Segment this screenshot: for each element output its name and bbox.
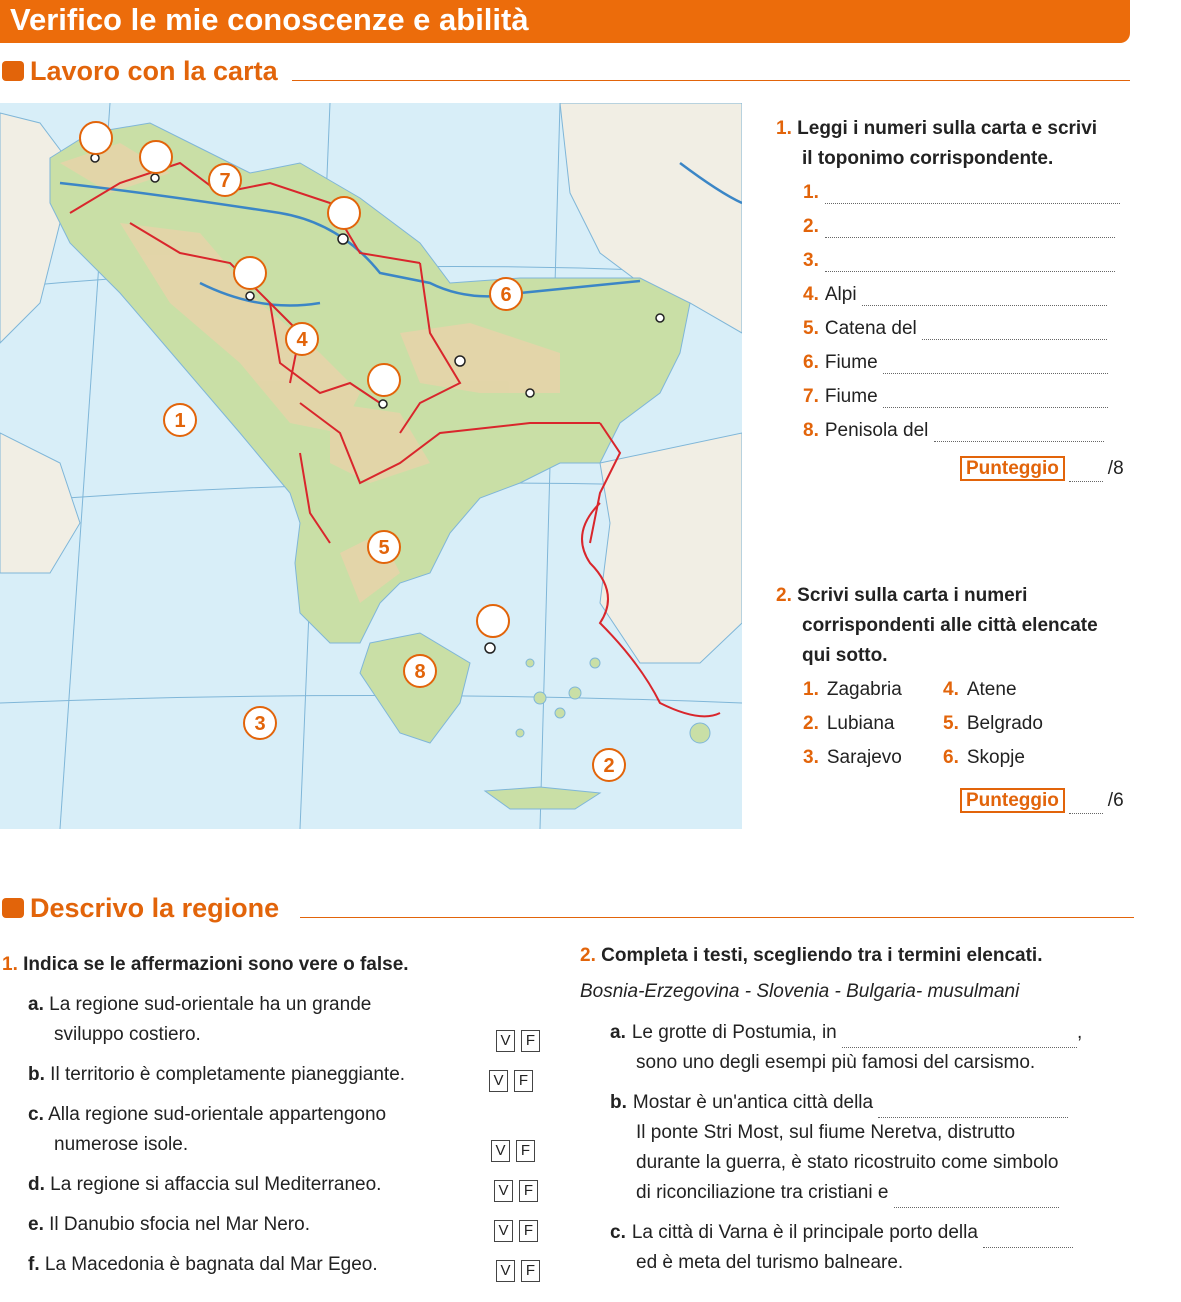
tf-statements	[28, 990, 558, 1290]
fill-b-line3: durante la guerra, è stato ricostruito come simbolo	[636, 1152, 1059, 1173]
map-label-2: 2	[603, 755, 615, 777]
ex1-answer-list	[803, 182, 1128, 454]
true-checkbox[interactable]: V	[491, 1140, 510, 1162]
answer-blank-6[interactable]	[883, 357, 1108, 374]
fill-a-line2: sono uno degli esempi più famosi del carsismo.	[636, 1052, 1036, 1073]
list-item: 8. Penisola del	[803, 420, 1128, 454]
map-label-8: 8	[414, 661, 426, 683]
ex2-prompt-line3: qui sotto.	[802, 645, 888, 666]
section-title-descrivo	[2, 893, 279, 924]
bullet-square-icon	[2, 61, 24, 81]
fill-a-line1: a. Le grotte di Postumia, in ,	[610, 1018, 1130, 1048]
city-name: Belgrado	[966, 713, 1043, 734]
city-row: 1. Zagabria 4. Atene	[803, 679, 1017, 700]
statement-d: d. La regione si affaccia sul Mediterraneo. V F	[28, 1170, 558, 1210]
list-item: 6. Fiume	[803, 352, 1128, 386]
map-label-3: 3	[254, 713, 266, 735]
statement-c-cont: numerose isole. V F	[28, 1130, 558, 1170]
fill-blank-b1[interactable]	[878, 1101, 1068, 1118]
fill-c-line1: c. La città di Varna è il principale porto della	[610, 1218, 1130, 1248]
answer-blank-7[interactable]	[883, 391, 1108, 408]
true-checkbox[interactable]: V	[494, 1220, 513, 1242]
list-item: 1.	[803, 182, 1128, 216]
fill-texts	[610, 1018, 1130, 1278]
answer-blank-5[interactable]	[922, 323, 1107, 340]
page-header: Verifico le mie conoscenze e abilità	[0, 0, 1130, 43]
statement-f: f. La Macedonia è bagnata dal Mar Egeo. V F	[28, 1250, 558, 1290]
score-label: Punteggio	[960, 456, 1065, 481]
ex1-score	[960, 456, 1124, 482]
bullet-square-icon	[2, 898, 24, 918]
score-total: /6	[1107, 790, 1124, 811]
balkan-map	[0, 103, 742, 829]
map-label-6: 6	[500, 284, 512, 306]
fill-c-line2: ed è meta del turismo balneare.	[636, 1252, 904, 1273]
ex2-score	[960, 788, 1124, 814]
true-checkbox[interactable]: V	[496, 1030, 515, 1052]
statement-e: e. Il Danubio sfocia nel Mar Nero. V F	[28, 1210, 558, 1250]
list-item: 2.	[803, 216, 1128, 250]
tf-prompt: 1. Indica se le affermazioni sono vere o false.	[2, 954, 409, 975]
fill-b-line1: b. Mostar è un'antica città della	[610, 1088, 1130, 1118]
score-label: Punteggio	[960, 788, 1065, 813]
city-name: Lubiana	[826, 713, 895, 734]
score-total: /8	[1107, 458, 1124, 479]
ex2-number: 2.	[776, 585, 792, 606]
ex2-prompt-line2: corrispondenti alle città elencate	[802, 615, 1098, 636]
false-checkbox[interactable]: F	[521, 1260, 540, 1282]
fill-blank-b2[interactable]	[894, 1191, 1059, 1208]
statement-a-cont: sviluppo costiero. V F	[28, 1020, 558, 1060]
false-checkbox[interactable]: F	[514, 1070, 533, 1092]
answer-blank-3[interactable]	[825, 255, 1115, 272]
city-row: 2. Lubiana 5. Belgrado	[803, 713, 1043, 734]
fill-prompt: 2. Completa i testi, scegliendo tra i termini elencati.	[580, 945, 1043, 966]
map-label-1: 1	[174, 410, 186, 432]
fill-b-line4: di riconciliazione tra cristiani e	[610, 1178, 1130, 1218]
city-row: 3. Sarajevo 6. Skopje	[803, 747, 1025, 768]
list-item: 4. Alpi	[803, 284, 1128, 318]
city-list	[803, 673, 1133, 775]
fill-b-line2: Il ponte Stri Most, sul fiume Neretva, distrutto	[636, 1122, 1016, 1143]
section-title-lavoro	[2, 56, 278, 87]
city-name: Sarajevo	[826, 747, 902, 768]
ex1-prompt-line1: Leggi i numeri sulla carta e scrivi	[797, 118, 1098, 139]
section-title-text: Descrivo la regione	[30, 893, 280, 923]
ex2-prompt	[776, 581, 1176, 671]
section-rule	[300, 917, 1134, 918]
map-label-7: 7	[219, 170, 231, 192]
section-rule	[292, 80, 1130, 81]
true-checkbox[interactable]: V	[494, 1180, 513, 1202]
city-name: Zagabria	[826, 679, 902, 700]
ex1-number: 1.	[776, 118, 792, 139]
answer-blank-2[interactable]	[825, 221, 1115, 238]
ex1-prompt	[776, 114, 1176, 174]
true-checkbox[interactable]: V	[489, 1070, 508, 1092]
false-checkbox[interactable]: F	[521, 1030, 540, 1052]
false-checkbox[interactable]: F	[516, 1140, 535, 1162]
fill-blank-a[interactable]	[842, 1031, 1077, 1048]
answer-blank-4[interactable]	[862, 289, 1107, 306]
city-name: Atene	[966, 679, 1017, 700]
false-checkbox[interactable]: F	[519, 1180, 538, 1202]
list-item: 7. Fiume	[803, 386, 1128, 420]
ex2-prompt-line1: Scrivi sulla carta i numeri	[797, 585, 1028, 606]
statement-c: c. Alla regione sud-orientale appartengono	[28, 1104, 387, 1125]
answer-blank-8[interactable]	[934, 425, 1104, 442]
false-checkbox[interactable]: F	[519, 1220, 538, 1242]
ex1-prompt-line2: il toponimo corrispondente.	[802, 148, 1054, 169]
map-land-anatolia	[600, 433, 742, 663]
city-name: Skopje	[966, 747, 1025, 768]
map-label-4: 4	[296, 329, 308, 351]
statement-b: b. Il territorio è completamente pianeggiante. V F	[28, 1060, 558, 1100]
list-item: 5. Catena del	[803, 318, 1128, 352]
score-blank[interactable]	[1069, 465, 1103, 482]
list-item: 3.	[803, 250, 1128, 284]
score-blank[interactable]	[1069, 797, 1103, 814]
map-label-5: 5	[378, 537, 390, 559]
section-title-text: Lavoro con la carta	[30, 56, 278, 86]
fill-terms: Bosnia-Erzegovina - Slovenia - Bulgaria- musulmani	[580, 981, 1020, 1002]
answer-blank-1[interactable]	[825, 187, 1120, 204]
fill-blank-c[interactable]	[983, 1231, 1073, 1248]
statement-a: a. La regione sud-orientale ha un grande	[28, 994, 372, 1015]
true-checkbox[interactable]: V	[496, 1260, 515, 1282]
